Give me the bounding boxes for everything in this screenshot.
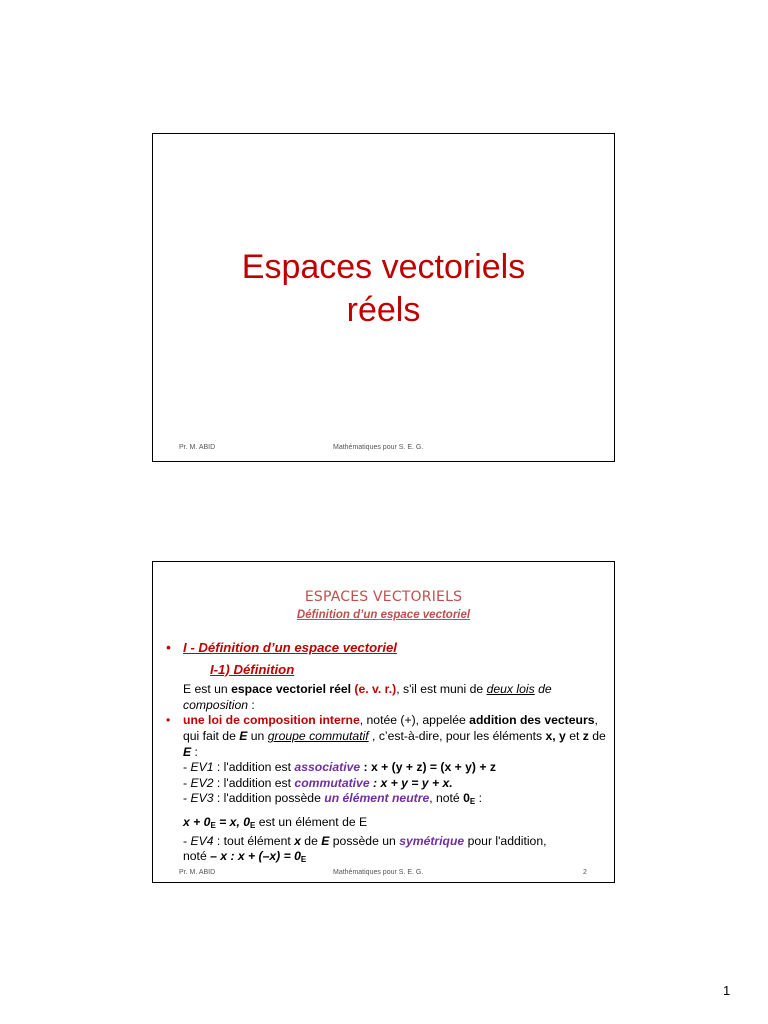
ev3-f-c: est un élément de E — [255, 814, 368, 829]
page-number: 1 — [723, 983, 731, 998]
p2-d: , qui fait de — [183, 713, 598, 743]
section-title-text: I - Définition d’un espace vectoriel — [183, 640, 397, 655]
p2-h: , c’est-à-dire, pour les éléments — [368, 728, 546, 743]
ev4-mid: : tout élément — [213, 833, 295, 848]
p2-j: et — [565, 728, 583, 743]
title-line-1: Espaces vectoriels — [241, 248, 526, 286]
ev3-prop: un élément neutre — [324, 791, 430, 806]
slide-2-subheading: Définition d’un espace vectoriel — [296, 609, 471, 621]
p1-c: (e. v. r.) — [351, 682, 397, 697]
section-title — [166, 640, 606, 656]
ev2-pre: - — [183, 775, 191, 790]
p2-f: un — [247, 728, 268, 743]
ev4-de: de — [300, 833, 322, 848]
ev4-prop: symétrique — [399, 833, 465, 848]
ev4-f-b: – x : x + (–x) = 0 — [210, 849, 301, 864]
ev4-line — [183, 834, 606, 850]
ev1-prop: associative — [294, 760, 361, 775]
ev2-name: EV2 — [190, 775, 214, 790]
p2-k: z — [582, 728, 589, 743]
ev3-mid: : l'addition possède — [213, 791, 325, 806]
p2-m: E — [183, 744, 192, 759]
slide-1 — [152, 133, 615, 462]
p2-i: x, y — [545, 728, 566, 743]
p2-g: groupe commutatif — [267, 728, 369, 743]
ev1-formula: : x + (y + z) = (x + y) + z — [360, 760, 496, 775]
slide-2-footer-author: Pr. M. ABID — [179, 869, 216, 876]
ev3-f-sub1: E — [210, 820, 216, 830]
ev2-line — [183, 776, 606, 792]
p1-f: de composition — [183, 682, 552, 712]
slide-2-footer-number: 2 — [583, 869, 587, 876]
ev4-x: x — [294, 833, 301, 848]
p2-l: de — [588, 728, 606, 743]
ev2-formula: : x + y = y + x. — [369, 775, 453, 790]
ev4-pre: - — [183, 833, 191, 848]
p1-g: : — [248, 697, 255, 712]
ev3-f-b: = x, 0 — [215, 814, 251, 829]
ev3-name: EV3 — [190, 791, 214, 806]
p2-c: addition des vecteurs — [469, 713, 595, 728]
ev2-prop: commutative — [294, 775, 370, 790]
p2-b: , notée (+), appelée — [359, 713, 470, 728]
ev4-name: EV4 — [190, 833, 214, 848]
ev1-pre: - — [183, 760, 191, 775]
ev3-post: , noté — [429, 791, 464, 806]
slide-1-footer-course: Mathématiques pour S. E. G. — [333, 444, 424, 451]
subsection-title: I-1) Définition — [210, 661, 295, 677]
ev3-end: : — [475, 791, 483, 806]
ev1-name: EV1 — [190, 760, 214, 775]
ev3-f-a: x + 0 — [183, 814, 211, 829]
ev1-line — [183, 760, 606, 776]
slide-2-footer-course: Mathématiques pour S. E. G. — [333, 869, 424, 876]
internal-law-item — [166, 713, 606, 867]
title-line-2: réels — [346, 291, 421, 329]
p1-a: E est un — [183, 682, 232, 697]
p2-n: : — [191, 744, 198, 759]
ev3-line — [183, 791, 606, 810]
slide-1-footer-author: Pr. M. ABID — [179, 444, 216, 451]
definition-paragraph — [166, 682, 606, 713]
ev4-E: E — [321, 833, 330, 848]
p2-e: E — [239, 728, 248, 743]
ev1-mid: : l'addition est — [213, 760, 295, 775]
ev4-post: pour l'addition, — [464, 833, 547, 848]
bullet-icon: • — [166, 640, 171, 655]
ev3-zero: 0 — [463, 791, 470, 806]
ev4-formula-line — [183, 849, 606, 868]
p2-a: une loi de composition interne — [183, 713, 360, 728]
p1-e: deux lois — [486, 682, 535, 697]
slide-2-heading: ESPACES VECTORIELS — [304, 589, 463, 605]
ev4-f-a: noté — [183, 849, 211, 864]
slide-2 — [152, 561, 615, 883]
p1-d: , s'il est muni de — [396, 682, 487, 697]
ev3-pre: - — [183, 791, 191, 806]
ev3-formula-line — [183, 815, 606, 834]
bullet-icon: • — [166, 713, 171, 728]
ev4-possede: possède un — [329, 833, 400, 848]
ev3-sub: E — [469, 797, 476, 807]
slide-1-title — [153, 246, 614, 332]
ev4-f-sub: E — [300, 855, 307, 865]
ev3-f-sub2: E — [250, 820, 256, 830]
p1-b: espace vectoriel réel — [231, 682, 352, 697]
slide-2-body — [166, 640, 606, 868]
ev2-mid: : l'addition est — [213, 775, 295, 790]
